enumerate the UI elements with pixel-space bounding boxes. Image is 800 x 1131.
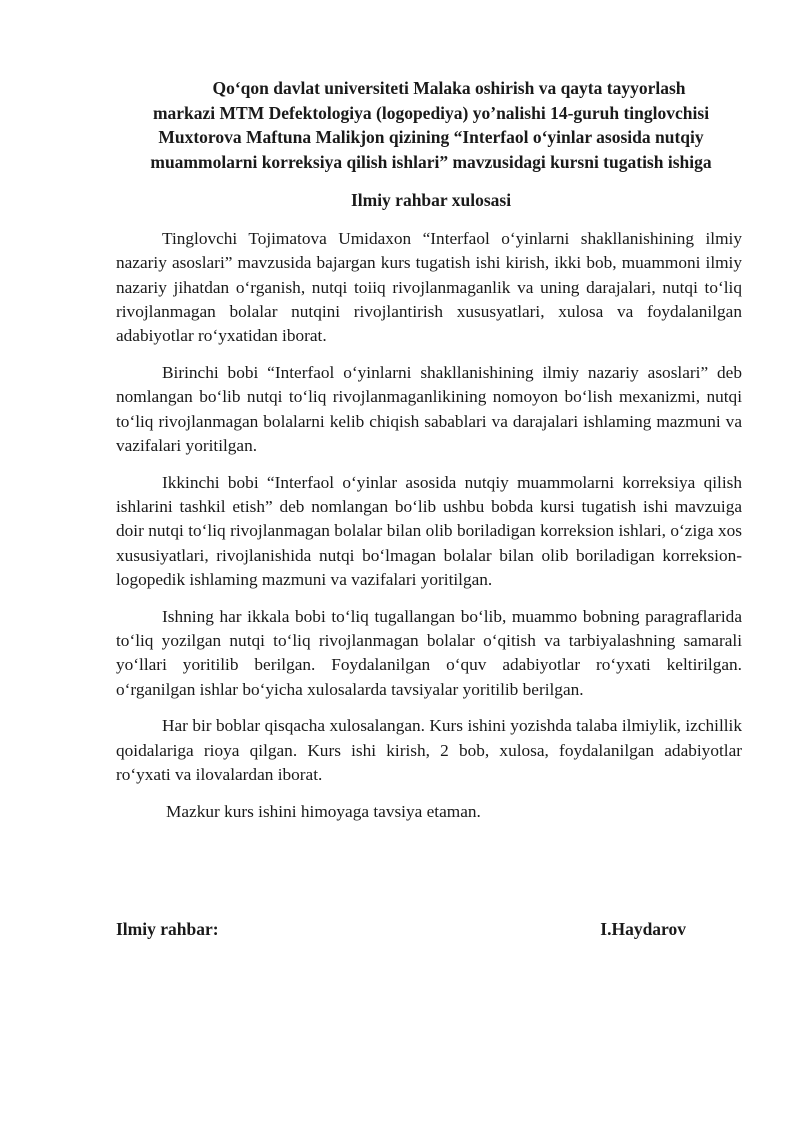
body-paragraph: Tinglovchi Tojimatova Umidaxon “Interfaol o‘yinlarni shakllanishining ilmiy nazariy asoslari” mavzusida bajargan kurs tugatish ishi kirish, ikki bob, muammoni ilmiy nazariy jihatdan o‘rganish, nutqi toiiq rivojlanmaganlik va uning darajalari, nutqi to‘liq rivojlanmagan bolalar nutqini rivojlantirish xususyatlari, xulosa va foydalanilgan adabiyotlar ro‘yxatidan iborat. <box>116 229 742 346</box>
document-body <box>116 227 742 837</box>
heading-line: muammolarni korreksiya qilish ishlari” mavzusidagi kursni tugatish ishiga <box>150 151 712 172</box>
body-paragraph: Har bir boblar qisqacha xulosalangan. Kurs ishini yozishda talaba ilmiylik, izchillik qoidalariga rioya qilgan. Kurs ishi kirish, 2 bob, xulosa, foydalanilgan adabiyotlar ro‘yxati va ilovalardan iborat. <box>116 716 742 784</box>
signature-block <box>116 917 686 941</box>
body-paragraph: Birinchi bobi “Interfaol o‘yinlarni shakllanishining ilmiy nazariy asoslari” deb nomlangan bo‘lib nutqi to‘liq rivojlanmaganlikining nomoyon bo‘lish mexanizmi, nutqi to‘liq rivojlanmagan bolalarni kelib chiqish sabablari va darajalari ishlaming mazmuni va vazifalari yoritilgan. <box>116 362 742 455</box>
document-subtitle: Ilmiy rahbar xulosasi <box>350 190 512 210</box>
signature-name: I.Haydarov <box>600 919 686 939</box>
signature-label: Ilmiy rahbar: <box>116 919 219 939</box>
document-heading <box>116 76 746 174</box>
body-paragraph: Mazkur kurs ishini himoyaga tavsiya etaman. <box>166 801 481 821</box>
heading-line: markazi MTM Defektologiya (logopediya) yo’nalishi 14-guruh tinglovchisi <box>152 102 710 123</box>
body-paragraph: Ishning har ikkala bobi to‘liq tugallangan bo‘lib, muammo bobning paragraflarida to‘liq yozilgan nutqi to‘liq rivojlanmagan bolalar o‘qitish va tarbiyalashning samarali yo‘llari yoritilib berilgan. Foydalanilgan o‘quv adabiyotlar ro‘yxati keltirilgan. o‘rganilgan ishlar bo‘yicha xulosalarda tavsiyalar yoritilib berilgan. <box>116 606 742 699</box>
heading-line: Muxtorova Maftuna Malikjon qizining “Interfaol o‘yinlar asosida nutqiy <box>158 127 704 147</box>
heading-line: Qo‘qon davlat universiteti Malaka oshirish va qayta tayyorlash <box>212 78 686 98</box>
body-paragraph: Ikkinchi bobi “Interfaol o‘yinlar asosida nutqiy muammolarni korreksiya qilish ishlarini tashkil etish” deb nomlangan bo‘lib ushbu bobda kursi tugatish ishi mavzuiga doir nutqi to‘liq rivojlanmagan bolalar bilan olib boriladigan korreksion ishlari, o‘ziga xos xususiyatlari, rivojlanishida nutqi bo‘lmagan bolalar bilan olib boriladigan korreksion-logopedik ishlaming mazmuni va vazifalari yoritilgan. <box>116 472 742 589</box>
